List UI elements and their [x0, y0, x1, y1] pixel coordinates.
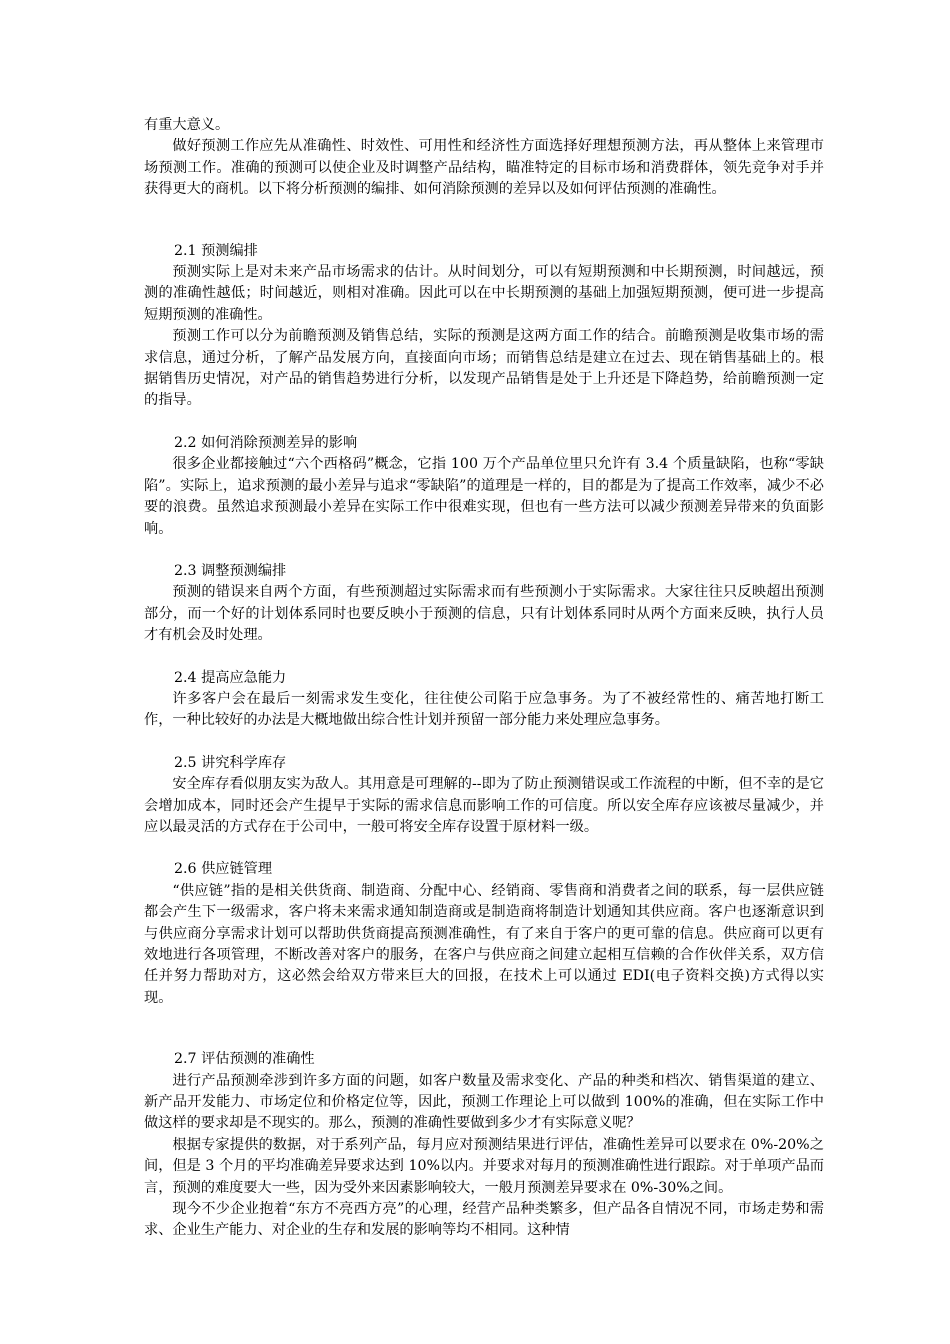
paragraph: 根据专家提供的数据，对于系列产品，每月应对预测结果进行评估，准确性差异可以要求在 0%-20%之间，但是 3 个月的平均准确差异要求达到 10%以内。并要求对每月的预测准确性进行跟踪。对于单项产品而言，预测的难度要大一些，因为受外来因素影响较大，一般月预测差异要求在 0%-30%之间。	[144, 1136, 824, 1196]
paragraph: 有重大意义。	[144, 117, 230, 133]
section-heading-2-6: 2.6 供应链管理	[174, 861, 273, 878]
paragraph: 预测实际上是对未来产品市场需求的估计。从时间划分，可以有短期预测和中长期预测，时间越远，预测的准确性越低；时间越近，则相对准确。因此可以在中长期预测的基础上加强短期预测，便可进一步提高短期预测的准确性。	[144, 264, 824, 323]
section-heading-2-7: 2.7 评估预测的准确性	[174, 1051, 315, 1068]
section-heading-2-4: 2.4 提高应急能力	[174, 669, 287, 686]
paragraph: 进行产品预测牵涉到许多方面的问题，如客户数量及需求变化、产品的种类和档次、销售渠道的建立、新产品开发能力、市场定位和价格定位等，因此，预测工作理论上可以做到 100%的准确，但在实际工作中做这样的要求却是不现实的。那么，预测的准确性要做到多少才有实际意义呢？	[144, 1072, 824, 1132]
section-heading-2-5: 2.5 讲究科学库存	[174, 754, 287, 771]
paragraph: 现今不少企业抱着“东方不亮西方亮”的心理，经营产品种类繁多，但产品各自情况不同，市场走势和需求、企业生产能力、对企业的生存和发展的影响等均不相同。这种情	[144, 1201, 824, 1239]
paragraph: “供应链”指的是相关供货商、制造商、分配中心、经销商、零售商和消费者之间的联系，每一层供应链都会产生下一级需求，客户将未来需求通知制造商或是制造商将制造计划通知其供应商。客户也逐渐意识到与供应商分享需求计划可以帮助供货商提高预测准确性，有了来自于客户的更可靠的信息。供应商可以更有效地进行各项管理，不断改善对客户的服务，在客户与供应商之间建立起相互信赖的合作伙伴关系，双方信任并努力帮助对方，这必然会给双方带来巨大的回报，在技术上可以通过 EDI(电子资料交换)方式得以实现。	[144, 882, 824, 1006]
paragraph: 预测工作可以分为前瞻预测及销售总结，实际的预测是这两方面工作的结合。前瞻预测是收集市场的需求信息，通过分析，了解产品发展方向，直接面向市场；而销售总结是建立在过去、现在销售基础上的。根据销售历史情况，对产品的销售趋势进行分析，以发现产品销售是处于上升还是下降趋势，给前瞻预测一定的指导。	[144, 328, 824, 409]
section-heading-2-3: 2.3 调整预测编排	[174, 562, 287, 579]
paragraph: 预测的错误来自两个方面，有些预测超过实际需求而有些预测小于实际需求。大家往往只反映超出预测部分，而一个好的计划体系同时也要反映小于预测的信息，只有计划体系同时从两个方面来反映，执行人员才有机会及时处理。	[144, 584, 824, 644]
section-heading-2-1: 2.1 预测编排	[174, 242, 258, 259]
paragraph: 做好预测工作应先从准确性、时效性、可用性和经济性方面选择好理想预测方法，再从整体上来管理市场预测工作。准确的预测可以使企业及时调整产品结构，瞄准特定的目标市场和消费群体，领先竞争对手并获得更大的商机。以下将分析预测的编排、如何消除预测的差异以及如何评估预测的准确性。	[144, 138, 824, 198]
paragraph: 许多客户会在最后一刻需求发生变化，往往使公司陷于应急事务。为了不被经常性的、痛苦地打断工作，一种比较好的办法是大概地做出综合性计划并预留一部分能力来处理应急事务。	[144, 690, 824, 729]
paragraph: 安全库存看似朋友实为敌人。其用意是可理解的--即为了防止预测错误或工作流程的中断，但不幸的是它会增加成本，同时还会产生提早于实际的需求信息而影响工作的可信度。所以安全库存应该被尽量减少，并应以最灵活的方式存在于公司中，一般可将安全库存设置于原材料一级。	[144, 776, 824, 835]
section-heading-2-2: 2.2 如何消除预测差异的影响	[174, 434, 358, 451]
paragraph: 很多企业都接触过“六个西格码”概念，它指 100 万个产品单位里只允许有 3.4 个质量缺陷，也称“零缺陷”。实际上，追求预测的最小差异与追求“零缺陷”的道理是一样的，目的都是为了提高工作效率，减少不必要的浪费。虽然追求预测最小差异在实际工作中很难实现，但也有一些方法可以减少预测差异带来的负面影响。	[144, 456, 824, 537]
document-body	[144, 115, 824, 1242]
